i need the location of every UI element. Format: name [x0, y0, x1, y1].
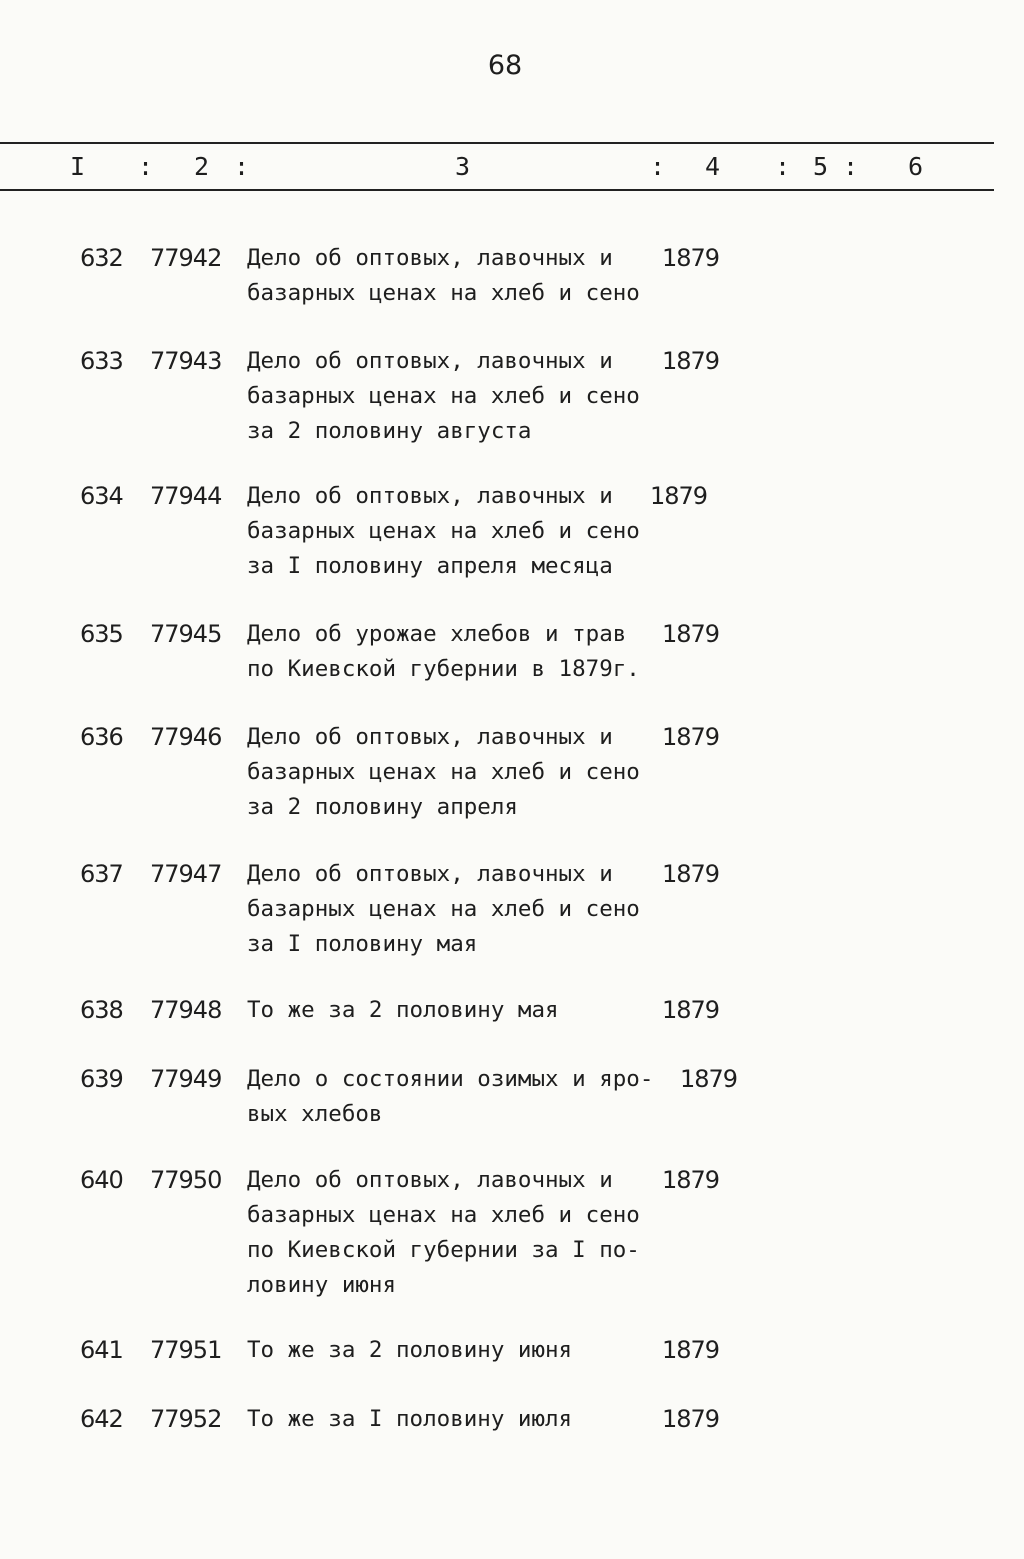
- column-header-2: 2: [194, 152, 210, 181]
- header-bottom-rule: [0, 189, 994, 191]
- entry-year: 1879: [650, 482, 708, 510]
- entry-description: Дело об урожае хлебов и трав по Киевской губернии в 1879г.: [247, 621, 640, 682]
- entry-number: 637: [80, 860, 123, 888]
- entry-description: Дело об оптовых, лавочных и базарных ценах на хлеб и сено за I половину апреля месяца: [247, 483, 640, 579]
- entry-description: Дело об оптовых, лавочных и базарных ценах на хлеб и сено по Киевской губернии за I по- ловину июня: [247, 1167, 640, 1298]
- column-separator: :: [775, 152, 791, 181]
- column-separator: :: [234, 152, 250, 181]
- entry-description: Дело об оптовых, лавочных и базарных ценах на хлеб и сено за 2 половину апреля: [247, 724, 640, 820]
- entry-number: 639: [80, 1065, 123, 1093]
- entry-number: 638: [80, 996, 123, 1024]
- entry-year: 1879: [680, 1065, 738, 1093]
- entry-code: 77947: [150, 860, 222, 888]
- column-separator: :: [843, 152, 859, 181]
- page-number: 68: [487, 50, 523, 81]
- entry-description: Дело об оптовых, лавочных и базарных ценах на хлеб и сено: [247, 245, 640, 306]
- entry-year: 1879: [662, 244, 720, 272]
- entry-code: 77949: [150, 1065, 222, 1093]
- entry-code: 77951: [150, 1336, 222, 1364]
- entry-description: Дело о состоянии озимых и яро- вых хлебов: [247, 1066, 654, 1127]
- entry-code: 77945: [150, 620, 222, 648]
- entry-year: 1879: [662, 1336, 720, 1364]
- column-header-5: 5: [813, 152, 829, 181]
- entry-description: Дело об оптовых, лавочных и базарных ценах на хлеб и сено за I половину мая: [247, 861, 640, 957]
- column-header-6: 6: [908, 152, 924, 181]
- entry-year: 1879: [662, 347, 720, 375]
- entry-number: 633: [80, 347, 123, 375]
- entry-year: 1879: [662, 723, 720, 751]
- entry-year: 1879: [662, 1166, 720, 1194]
- entry-code: 77942: [150, 244, 222, 272]
- column-separator: :: [138, 152, 154, 181]
- entry-number: 640: [80, 1166, 123, 1194]
- entry-number: 632: [80, 244, 123, 272]
- entry-number: 642: [80, 1405, 123, 1433]
- entry-code: 77950: [150, 1166, 222, 1194]
- entry-number: 635: [80, 620, 123, 648]
- header-top-rule: [0, 142, 994, 144]
- entry-description: То же за 2 половину июня: [247, 1337, 573, 1363]
- column-header-1: I: [70, 152, 86, 181]
- entry-number: 634: [80, 482, 123, 510]
- entry-number: 641: [80, 1336, 123, 1364]
- entry-year: 1879: [662, 860, 720, 888]
- entry-description: Дело об оптовых, лавочных и базарных ценах на хлеб и сено за 2 половину августа: [247, 348, 640, 444]
- column-header-3: 3: [455, 152, 471, 181]
- entry-code: 77948: [150, 996, 222, 1024]
- entry-number: 636: [80, 723, 123, 751]
- entry-description: То же за 2 половину мая: [247, 997, 559, 1023]
- column-separator: :: [650, 152, 666, 181]
- entry-year: 1879: [662, 996, 720, 1024]
- entry-code: 77944: [150, 482, 222, 510]
- column-header-4: 4: [705, 152, 721, 181]
- entry-code: 77952: [150, 1405, 222, 1433]
- entry-code: 77946: [150, 723, 222, 751]
- entry-code: 77943: [150, 347, 222, 375]
- entry-description: То же за I половину июля: [247, 1406, 573, 1432]
- entry-year: 1879: [662, 1405, 720, 1433]
- entry-year: 1879: [662, 620, 720, 648]
